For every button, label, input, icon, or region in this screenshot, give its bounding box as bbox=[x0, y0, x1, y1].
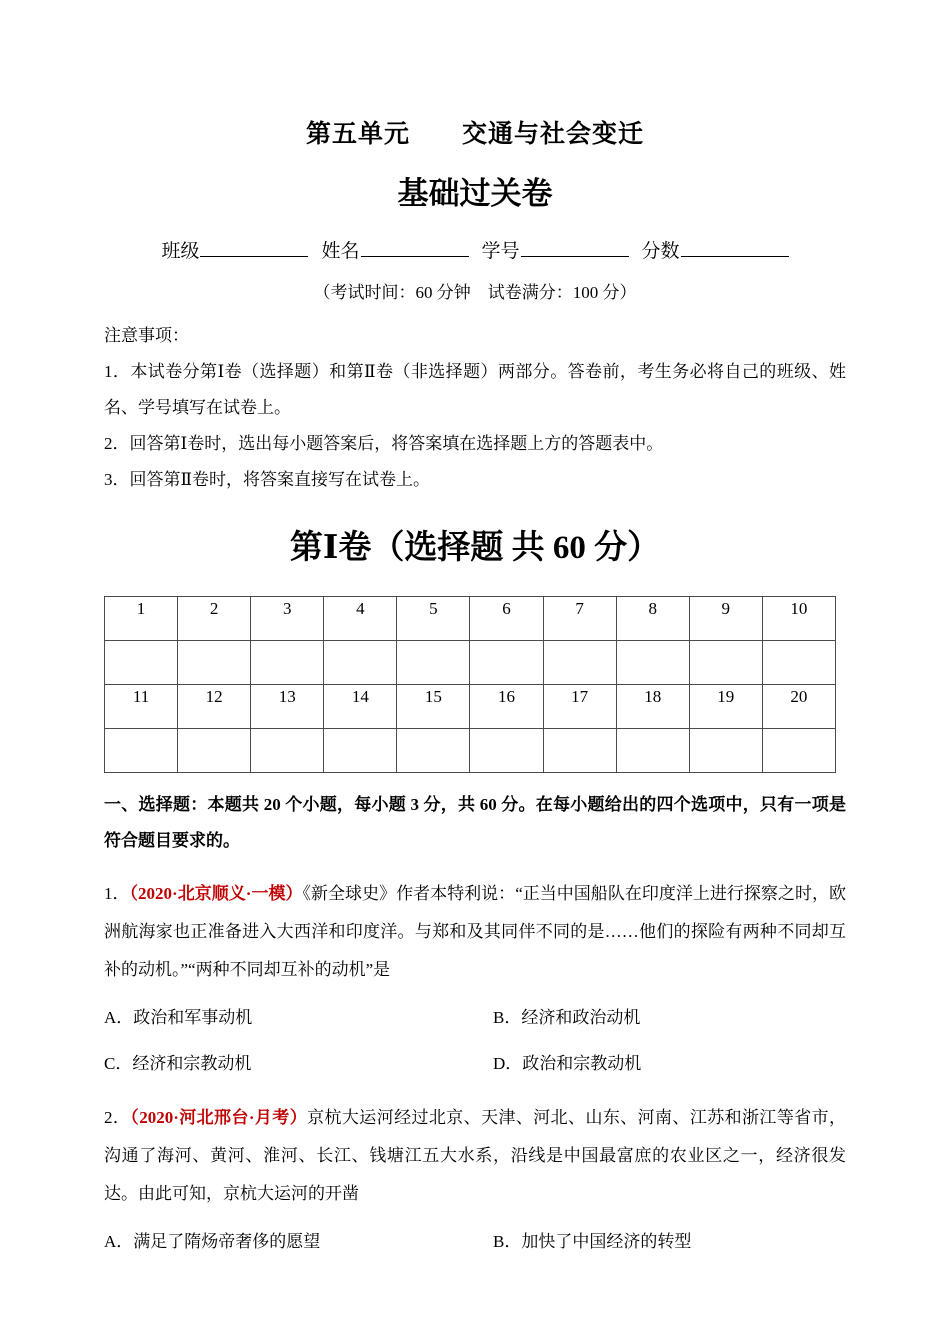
answer-cell[interactable] bbox=[178, 641, 251, 685]
question-1-option-d[interactable]: D．政治和宗教动机 bbox=[493, 1054, 642, 1073]
answer-cell[interactable] bbox=[397, 641, 470, 685]
answer-cell[interactable] bbox=[543, 641, 616, 685]
section-instruction bbox=[104, 773, 846, 859]
name-input-rule[interactable] bbox=[361, 242, 469, 257]
option-row bbox=[104, 1223, 846, 1261]
question-number-cell: 1 bbox=[105, 597, 178, 641]
answer-cell[interactable] bbox=[324, 729, 397, 773]
question-2-option-a[interactable]: A．满足了隋炀帝奢侈的愿望 bbox=[104, 1232, 321, 1251]
exam-meta: （考试时间：60 分钟 试卷满分：100 分） bbox=[313, 283, 637, 302]
volume-heading: 第Ⅰ卷（选择题 共 60 分） bbox=[289, 530, 661, 566]
class-input-rule[interactable] bbox=[200, 242, 308, 257]
answer-cell[interactable] bbox=[251, 641, 324, 685]
question-2-number: 2． bbox=[104, 1108, 131, 1127]
question-2-options bbox=[104, 1213, 846, 1261]
answer-cell[interactable] bbox=[105, 729, 178, 773]
answer-cell[interactable] bbox=[543, 729, 616, 773]
name-field bbox=[321, 238, 468, 266]
answer-cell[interactable] bbox=[616, 641, 689, 685]
question-number-cell: 6 bbox=[470, 597, 543, 641]
question-1-text bbox=[104, 875, 846, 989]
table-row bbox=[105, 641, 836, 685]
section-instruction-text: 一、选择题：本题共 20 个小题，每小题 3 分，共 60 分。在每小题给出的四个选项中，只有一项是符合题目要求的。 bbox=[104, 795, 846, 850]
name-label: 姓名 bbox=[321, 241, 360, 262]
score-label: 分数 bbox=[641, 241, 680, 262]
answer-cell[interactable] bbox=[689, 729, 762, 773]
question-2-option-b[interactable]: B．加快了中国经济的转型 bbox=[493, 1232, 692, 1251]
answer-cell[interactable] bbox=[616, 729, 689, 773]
question-number-cell: 9 bbox=[689, 597, 762, 641]
notes-section bbox=[104, 306, 846, 498]
question-2-text bbox=[104, 1099, 846, 1213]
question-1 bbox=[104, 859, 846, 1083]
student-id-field bbox=[482, 238, 629, 266]
answer-cell[interactable] bbox=[762, 729, 835, 773]
question-2-stem: 京杭大运河经过北京、天津、河北、山东、河南、江苏和浙江等省市，沟通了海河、黄河、淮河、长江、钱塘江五大水系，沿线是中国最富庶的农业区之一，经济很发达。由此可知，京杭大运河的开凿 bbox=[104, 1108, 847, 1203]
question-number-cell: 14 bbox=[324, 685, 397, 729]
question-number-cell: 5 bbox=[397, 597, 470, 641]
student-id-input-rule[interactable] bbox=[521, 242, 629, 257]
question-number-cell: 4 bbox=[324, 597, 397, 641]
question-1-options bbox=[104, 989, 846, 1083]
question-number-cell: 8 bbox=[616, 597, 689, 641]
answer-table-wrapper bbox=[104, 584, 846, 773]
page-title: 第五单元 交通与社会变迁 bbox=[305, 120, 644, 148]
notes-heading: 注意事项： bbox=[104, 326, 189, 345]
question-number-cell: 15 bbox=[397, 685, 470, 729]
question-number-cell: 2 bbox=[178, 597, 251, 641]
question-number-cell: 18 bbox=[616, 685, 689, 729]
answer-cell[interactable] bbox=[251, 729, 324, 773]
question-number-cell: 11 bbox=[105, 685, 178, 729]
student-info-line bbox=[104, 214, 846, 266]
class-field bbox=[161, 238, 308, 266]
question-number-cell: 7 bbox=[543, 597, 616, 641]
class-label: 班级 bbox=[161, 241, 200, 262]
note-item-3: 3．回答第Ⅱ卷时，将答案直接写在试卷上。 bbox=[104, 470, 431, 489]
option-row bbox=[104, 999, 846, 1037]
table-row bbox=[105, 597, 836, 641]
answer-cell[interactable] bbox=[397, 729, 470, 773]
table-row bbox=[105, 685, 836, 729]
answer-cell[interactable] bbox=[470, 729, 543, 773]
question-1-number: 1． bbox=[104, 884, 130, 903]
page-subtitle: 基础过关卷 bbox=[397, 176, 553, 211]
table-row bbox=[105, 729, 836, 773]
answer-cell[interactable] bbox=[324, 641, 397, 685]
note-item-2: 2．回答第Ⅰ卷时，选出每小题答案后，将答案填在选择题上方的答题表中。 bbox=[104, 434, 664, 453]
question-number-cell: 20 bbox=[762, 685, 835, 729]
question-1-source-tag: （2020·北京顺义·一模） bbox=[129, 884, 303, 903]
question-number-cell: 12 bbox=[178, 685, 251, 729]
score-field bbox=[642, 238, 789, 266]
option-row bbox=[104, 1045, 846, 1083]
question-number-cell: 13 bbox=[251, 685, 324, 729]
answer-cell[interactable] bbox=[178, 729, 251, 773]
question-2 bbox=[104, 1083, 846, 1261]
question-number-cell: 16 bbox=[470, 685, 543, 729]
question-1-stem: 《新全球史》作者本特利说：“正当中国船队在印度洋上进行探察之时，欧洲航海家也正准备进入大西洋和印度洋。与郑和及其同伴不同的是……他们的探险有两种不同却互补的动机。”“两种不同却互补的动机”是 bbox=[104, 884, 847, 979]
question-number-cell: 17 bbox=[543, 685, 616, 729]
question-1-option-a[interactable]: A．政治和军事动机 bbox=[104, 1008, 253, 1027]
question-2-source-tag: （2020·河北邢台·月考） bbox=[130, 1108, 308, 1127]
answer-cell[interactable] bbox=[689, 641, 762, 685]
note-item-1: 1．本试卷分第Ⅰ卷（选择题）和第Ⅱ卷（非选择题）两部分。答卷前，考生务必将自己的班级、姓名、学号填写在试卷上。 bbox=[104, 362, 846, 417]
question-1-option-c[interactable]: C．经济和宗教动机 bbox=[104, 1054, 252, 1073]
question-number-cell: 3 bbox=[251, 597, 324, 641]
student-id-label: 学号 bbox=[481, 241, 520, 262]
question-1-option-b[interactable]: B．经济和政治动机 bbox=[493, 1008, 641, 1027]
question-number-cell: 10 bbox=[762, 597, 835, 641]
question-number-cell: 19 bbox=[689, 685, 762, 729]
answer-cell[interactable] bbox=[762, 641, 835, 685]
score-input-rule[interactable] bbox=[681, 242, 789, 257]
answer-cell[interactable] bbox=[470, 641, 543, 685]
answer-sheet-table bbox=[104, 596, 836, 773]
answer-cell[interactable] bbox=[105, 641, 178, 685]
